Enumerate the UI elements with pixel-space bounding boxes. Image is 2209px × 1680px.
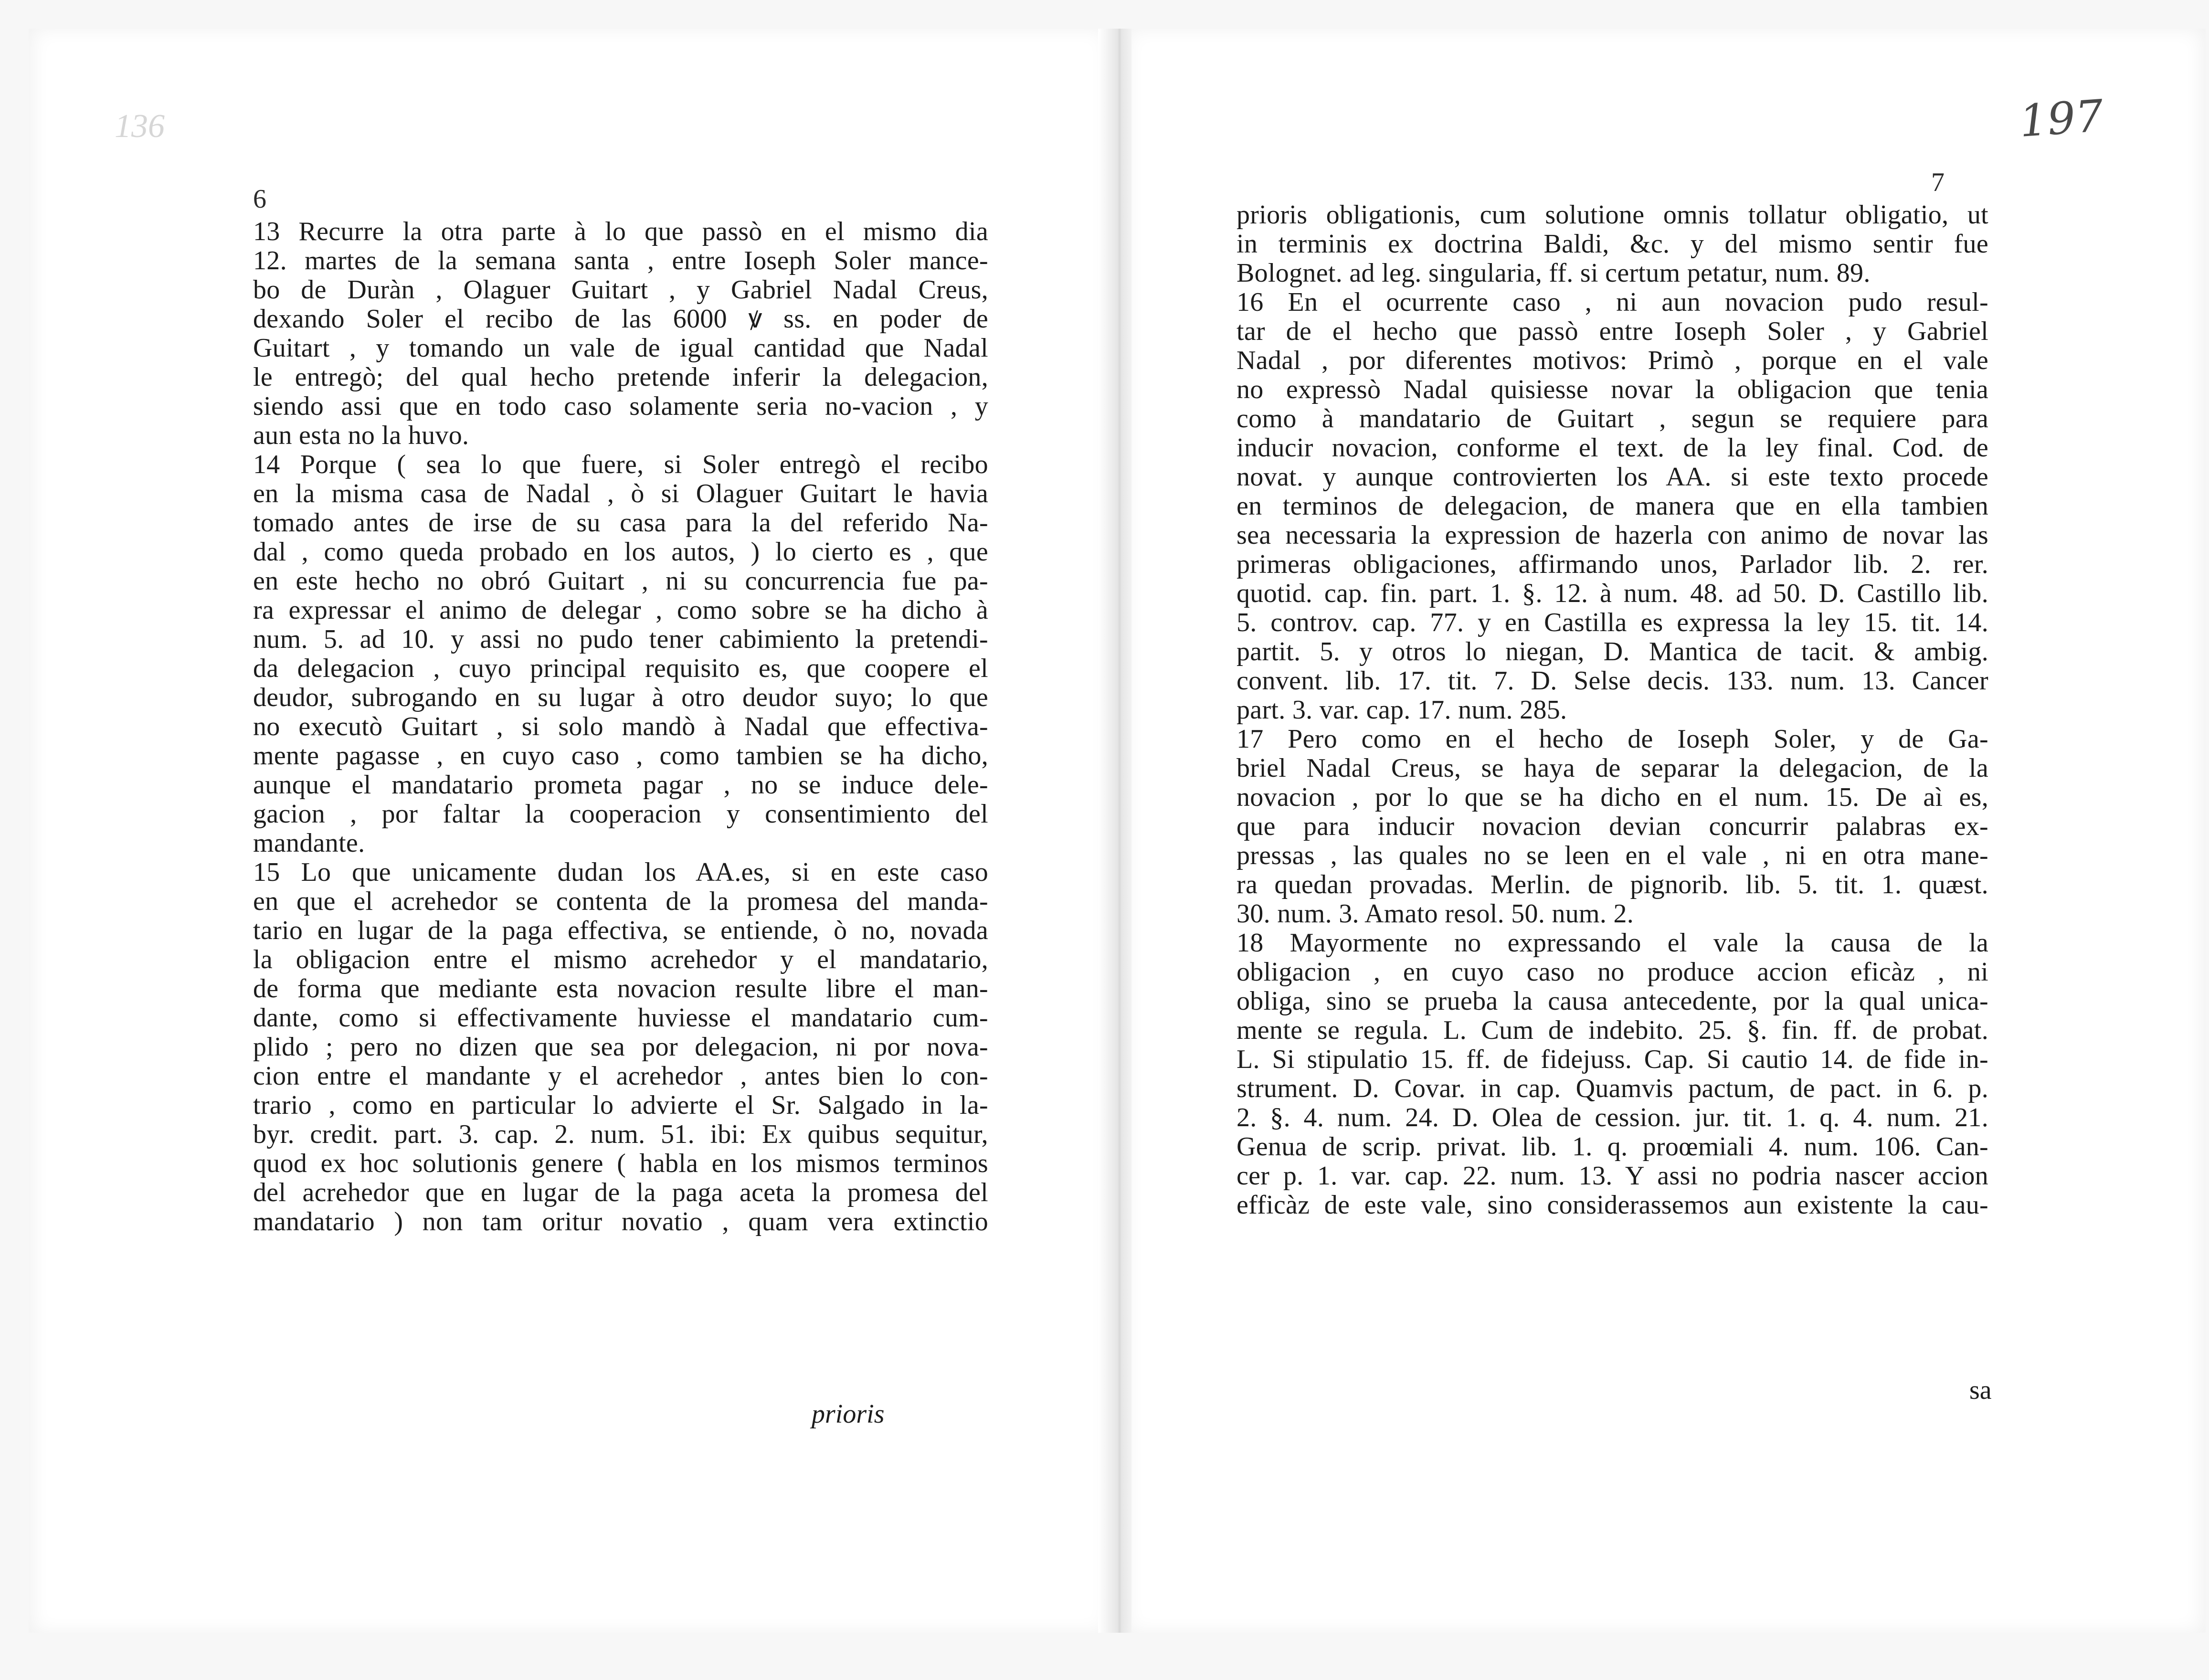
text-line: no executò Guitart , si solo mandò à Nadal que effectiva- xyxy=(253,712,988,741)
catchword-right: sa xyxy=(1969,1375,1992,1405)
text-line: briel Nadal Creus, se haya de separar la delegacion, de la xyxy=(1237,754,1988,783)
text-line: 5. controv. cap. 77. y en Castilla es expressa la ley 15. tit. 14. xyxy=(1237,608,1988,637)
text-line: aun esta no la huvo. xyxy=(253,421,469,450)
text-line: prioris obligationis, cum solutione omnis tollatur obligatio, ut xyxy=(1237,201,1988,230)
text-line: sea necessaria la expression de hazerla con animo de novar las xyxy=(1237,521,1988,550)
text-line: dante, como si effectivamente huviesse el mandatario cum- xyxy=(253,1004,988,1033)
text-line: mente pagasse , en cuyo caso , como tambien se ha dicho, xyxy=(253,741,988,771)
text-line: obliga, sino se prueba la causa antecedente, por la qual unica- xyxy=(1237,987,1988,1016)
text-line: pressas , las quales no se leen en el vale , ni en otra mane- xyxy=(1237,841,1988,870)
text-line: partit. 5. y otros lo niegan, D. Mantica de tacit. & ambig. xyxy=(1237,637,1988,666)
text-line: quotid. cap. fin. part. 1. §. 12. à num. 48. ad 50. D. Castillo lib. xyxy=(1237,579,1988,608)
left-page xyxy=(29,29,1103,1633)
page-number-right: 7 xyxy=(1931,168,1945,197)
text-line: inducir novacion, conforme el text. de la ley final. Cod. de xyxy=(1237,433,1988,463)
text-line: en que el acrehedor se contenta de la promesa del manda- xyxy=(253,887,988,916)
text-line: aunque el mandatario prometa pagar , no se induce dele- xyxy=(253,771,988,800)
text-line: dexando Soler el recibo de las 6000 ꝟ ss. en poder de xyxy=(253,305,988,334)
text-line: cion entre el mandante y el acrehedor , antes bien lo con- xyxy=(253,1062,988,1091)
text-line: novat. y aunque controvierten los AA. si este texto procede xyxy=(1237,463,1988,492)
text-line: cer p. 1. var. cap. 22. num. 13. Y assi no podria nascer accion xyxy=(1237,1162,1988,1191)
text-line: siendo assi que en todo caso solamente seria no-vacion , y xyxy=(253,392,988,421)
text-line: da delegacion , cuyo principal requisito es, que coopere el xyxy=(253,654,988,683)
text-line: en terminos de delegacion, de manera que en ella tambien xyxy=(1237,492,1988,521)
text-line: bo de Duràn , Olaguer Guitart , y Gabriel Nadal Creus, xyxy=(253,275,988,305)
text-line: en la misma casa de Nadal , ò si Olaguer Guitart le havia xyxy=(253,479,988,508)
text-line: 2. §. 4. num. 24. D. Olea de cession. jur. tit. 1. q. 4. num. 21. xyxy=(1237,1103,1988,1132)
text-line: ra quedan provadas. Merlin. de pignorib. lib. 5. tit. 1. quæst. xyxy=(1237,870,1988,899)
text-line: 18 Mayormente no expressando el vale la causa de la xyxy=(1237,929,1988,958)
text-line: L. Si stipulatio 15. ff. de fidejuss. Cap. Si cautio 14. de fide in- xyxy=(1237,1045,1988,1074)
text-line: tar de el hecho que passò entre Ioseph Soler , y Gabriel xyxy=(1237,317,1988,346)
text-line: mandatario ) non tam oritur novatio , quam vera extinctio xyxy=(253,1207,988,1236)
text-line: part. 3. var. cap. 17. num. 285. xyxy=(1237,696,1567,725)
text-line: Bolognet. ad leg. singularia, ff. si certum petatur, num. 89. xyxy=(1237,259,1871,288)
right-text-block xyxy=(1237,201,1988,1220)
text-line: 12. martes de la semana santa , entre Ioseph Soler mance- xyxy=(253,246,988,275)
page-number-left: 6 xyxy=(253,184,266,214)
text-line: que para inducir novacion devian concurrir palabras ex- xyxy=(1237,812,1988,841)
text-line: novacion , por lo que se ha dicho en el num. 15. De aì es, xyxy=(1237,783,1988,812)
text-line: la obligacion entre el mismo acrehedor y el mandatario, xyxy=(253,945,988,974)
catchword-left: prioris xyxy=(812,1399,885,1429)
text-line: de forma que mediante esta novacion resulte libre el man- xyxy=(253,974,988,1004)
text-line: efficàz de este vale, sino considerassemos aun existente la cau- xyxy=(1237,1191,1988,1220)
text-line: tomado antes de irse de su casa para la del referido Na- xyxy=(253,508,988,538)
text-line: como à mandatario de Guitart , segun se requiere para xyxy=(1237,404,1988,433)
text-line: mente se regula. L. Cum de indebito. 25. §. fin. ff. de probat. xyxy=(1237,1016,1988,1045)
text-line: le entregò; del qual hecho pretende inferir la delegacion, xyxy=(253,363,988,392)
text-line: 16 En el ocurrente caso , ni aun novacion pudo resul- xyxy=(1237,288,1988,317)
text-line: ra expressar el animo de delegar , como sobre se ha dicho à xyxy=(253,596,988,625)
text-line: 14 Porque ( sea lo que fuere, si Soler entregò el recibo xyxy=(253,450,988,479)
text-line: in terminis ex doctrina Baldi, &c. y del mismo sentir fue xyxy=(1237,230,1988,259)
text-line: Guitart , y tomando un vale de igual cantidad que Nadal xyxy=(253,334,988,363)
text-line: deudor, subrogando en su lugar à otro deudor suyo; lo que xyxy=(253,683,988,712)
text-line: primeras obligaciones, affirmando unos, Parlador lib. 2. rer. xyxy=(1237,550,1988,579)
text-line: del acrehedor que en lugar de la paga aceta la promesa del xyxy=(253,1178,988,1207)
text-line: tario en lugar de la paga effectiva, se entiende, ò no, novada xyxy=(253,916,988,945)
text-line: trario , como en particular lo advierte el Sr. Salgado in la- xyxy=(253,1091,988,1120)
text-line: 30. num. 3. Amato resol. 50. num. 2. xyxy=(1237,899,1634,929)
text-line: Nadal , por diferentes motivos: Primò , porque en el vale xyxy=(1237,346,1988,375)
text-line: strument. D. Covar. in cap. Quamvis pactum, de pact. in 6. p. xyxy=(1237,1074,1988,1103)
left-text-block xyxy=(253,217,988,1236)
faint-mark: 136 xyxy=(115,108,165,145)
text-line: obligacion , en cuyo caso no produce accion eficàz , ni xyxy=(1237,958,1988,987)
text-line: num. 5. ad 10. y assi no pudo tener cabimiento la pretendi- xyxy=(253,625,988,654)
text-line: convent. lib. 17. tit. 7. D. Selse decis. 133. num. 13. Cancer xyxy=(1237,666,1988,696)
text-line: mandante. xyxy=(253,829,365,858)
text-line: byr. credit. part. 3. cap. 2. num. 51. ibi: Ex quibus sequitur, xyxy=(253,1120,988,1149)
text-line: 15 Lo que unicamente dudan los AA.es, si en este caso xyxy=(253,858,988,887)
text-line: 13 Recurre la otra parte à lo que passò en el mismo dia xyxy=(253,217,988,246)
handwritten-folio-number: 197 xyxy=(2018,90,2105,147)
text-line: dal , como queda probado en los autos, ) lo cierto es , que xyxy=(253,538,988,567)
text-line: plido ; pero no dizen que sea por delegacion, ni por nova- xyxy=(253,1033,988,1062)
right-page xyxy=(1131,29,2206,1633)
text-line: gacion , por faltar la cooperacion y consentimiento del xyxy=(253,800,988,829)
text-line: Genua de scrip. privat. lib. 1. q. proœmiali 4. num. 106. Can- xyxy=(1237,1132,1988,1162)
text-line: no expressò Nadal quisiesse novar la obligacion que tenia xyxy=(1237,375,1988,404)
text-line: 17 Pero como en el hecho de Ioseph Soler, y de Ga- xyxy=(1237,725,1988,754)
text-line: en este hecho no obró Guitart , ni su concurrencia fue pa- xyxy=(253,567,988,596)
text-line: quod ex hoc solutionis genere ( habla en los mismos terminos xyxy=(253,1149,988,1178)
